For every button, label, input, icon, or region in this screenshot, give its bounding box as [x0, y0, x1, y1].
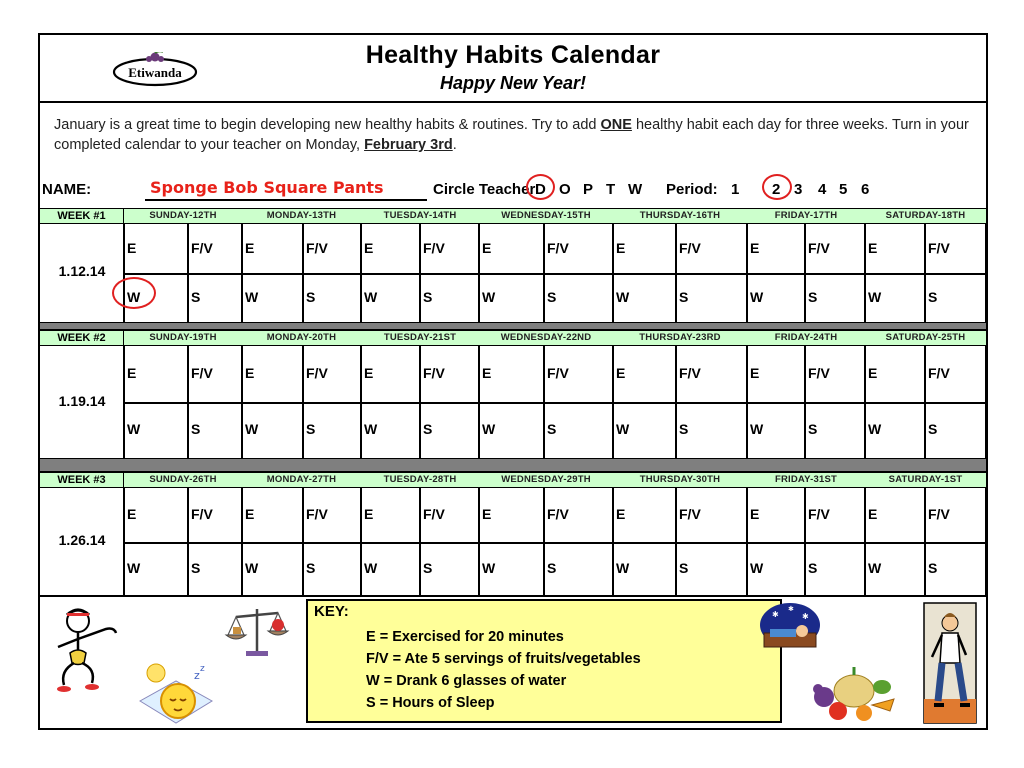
- habit-cell-s[interactable]: S: [547, 421, 557, 437]
- teacher-option-t[interactable]: T: [606, 181, 616, 198]
- day-label: THURSDAY-23RD: [639, 332, 721, 343]
- page-subtitle: Happy New Year!: [439, 73, 587, 93]
- habit-cell-s[interactable]: S: [306, 421, 316, 437]
- key-line-sleep: S = Hours of Sleep: [366, 695, 495, 711]
- week-label: WEEK #1: [40, 209, 124, 223]
- habit-cell-fv[interactable]: F/V: [423, 365, 445, 381]
- week-date: 1.26.14: [58, 532, 106, 548]
- key-title: KEY:: [314, 603, 349, 620]
- habit-cell-s[interactable]: S: [808, 560, 818, 576]
- svg-text:z: z: [200, 664, 205, 674]
- svg-text:✱: ✱: [772, 610, 779, 619]
- habit-cell-w[interactable]: W: [364, 560, 378, 576]
- grid-line: [124, 542, 986, 544]
- habit-cell-s[interactable]: S: [547, 560, 557, 576]
- habit-cell-e[interactable]: E: [482, 506, 492, 522]
- page-title: Healthy Habits Calendar: [365, 41, 661, 69]
- habit-cell-w[interactable]: W: [868, 560, 882, 576]
- habit-cell-s[interactable]: S: [679, 289, 689, 305]
- habit-cell-fv[interactable]: F/V: [423, 506, 445, 522]
- day-label: MONDAY-20TH: [266, 332, 337, 343]
- habit-cell-e[interactable]: E: [364, 365, 374, 381]
- day-label: MONDAY-13TH: [266, 210, 337, 221]
- habit-cell-e[interactable]: E: [482, 240, 492, 256]
- habit-cell-fv[interactable]: F/V: [808, 240, 830, 256]
- habit-cell-s[interactable]: S: [928, 560, 938, 576]
- habit-cell-w[interactable]: W: [750, 289, 764, 305]
- habit-cell-w[interactable]: W: [868, 421, 882, 437]
- week-label: WEEK #3: [40, 473, 124, 487]
- period-option-4[interactable]: 4: [818, 181, 827, 198]
- student-info-row: [40, 178, 986, 200]
- habit-cell-s[interactable]: S: [423, 560, 433, 576]
- teacher-option-d[interactable]: D: [535, 181, 546, 198]
- logo-text: Etiwanda: [128, 65, 182, 80]
- key-line-exercise: E = Exercised for 20 minutes: [366, 629, 564, 645]
- habit-cell-e[interactable]: E: [245, 240, 255, 256]
- habit-cell-w[interactable]: W: [127, 289, 141, 305]
- habit-cell-s[interactable]: S: [928, 289, 938, 305]
- day-label: THURSDAY-30TH: [639, 474, 721, 485]
- svg-text:z: z: [194, 669, 200, 682]
- day-label: FRIDAY-31ST: [774, 474, 838, 485]
- habit-cell-w[interactable]: W: [482, 289, 496, 305]
- period-selection-circle: [762, 174, 792, 200]
- habit-cell-e[interactable]: E: [127, 240, 137, 256]
- week-label: WEEK #2: [40, 331, 124, 345]
- habit-cell-e[interactable]: E: [616, 506, 626, 522]
- habit-cell-fv[interactable]: F/V: [808, 365, 830, 381]
- day-label: THURSDAY-16TH: [639, 210, 721, 221]
- habit-cell-e[interactable]: E: [616, 240, 626, 256]
- week-separator: [40, 322, 986, 330]
- teacher-selection-circle: [526, 174, 555, 200]
- habit-cell-e[interactable]: E: [245, 506, 255, 522]
- instructions-part3: .: [452, 137, 457, 153]
- key-section: [40, 595, 986, 732]
- instructions-emphasis-one: ONE: [600, 117, 632, 133]
- habit-cell-w[interactable]: W: [127, 560, 141, 576]
- habit-cell-s[interactable]: S: [423, 289, 433, 305]
- teacher-option-o[interactable]: O: [559, 181, 571, 198]
- habit-cell-s[interactable]: S: [808, 289, 818, 305]
- habit-cell-e[interactable]: E: [245, 365, 255, 381]
- day-label: SUNDAY-19TH: [149, 332, 217, 343]
- habit-cell-s[interactable]: S: [547, 289, 557, 305]
- habit-cell-e[interactable]: E: [868, 506, 878, 522]
- week-2-grid: [40, 346, 986, 458]
- day-label: FRIDAY-24TH: [774, 332, 838, 343]
- instructions-part1: January is a great time to begin developing new healthy habits & routines. Try to add: [54, 117, 601, 133]
- habit-cell-e[interactable]: E: [364, 506, 374, 522]
- teacher-option-p[interactable]: P: [583, 181, 594, 198]
- grid-line: [124, 402, 986, 404]
- day-label: TUESDAY-14TH: [383, 210, 457, 221]
- week-date: 1.12.14: [58, 263, 106, 279]
- habit-cell-fv[interactable]: F/V: [306, 365, 328, 381]
- habit-cell-s[interactable]: S: [306, 560, 316, 576]
- habit-cell-fv[interactable]: F/V: [423, 240, 445, 256]
- habit-cell-e[interactable]: E: [750, 506, 760, 522]
- habit-cell-s[interactable]: S: [679, 560, 689, 576]
- habit-cell-e[interactable]: E: [750, 240, 760, 256]
- habit-cell-w[interactable]: W: [616, 421, 630, 437]
- habit-cell-e[interactable]: E: [868, 365, 878, 381]
- habit-cell-s[interactable]: S: [191, 421, 201, 437]
- sleeping-sun-icon: [136, 661, 216, 727]
- week-header-row: [40, 472, 986, 488]
- week-1-grid: [40, 224, 986, 322]
- habit-cell-w[interactable]: W: [245, 560, 259, 576]
- day-label: WEDNESDAY-29TH: [501, 474, 591, 485]
- week-header-row: [40, 330, 986, 346]
- habit-cell-w[interactable]: W: [364, 421, 378, 437]
- habit-cell-fv[interactable]: F/V: [547, 365, 569, 381]
- svg-text:✱: ✱: [802, 612, 809, 621]
- habit-cell-fv[interactable]: F/V: [679, 365, 701, 381]
- habit-cell-fv[interactable]: F/V: [191, 240, 213, 256]
- period-option-1[interactable]: 1: [731, 181, 740, 198]
- habit-cell-e[interactable]: E: [127, 365, 137, 381]
- habit-cell-s[interactable]: S: [191, 289, 201, 305]
- key-line-water: W = Drank 6 glasses of water: [366, 673, 567, 689]
- habit-cell-e[interactable]: E: [616, 365, 626, 381]
- habit-cell-w[interactable]: W: [364, 289, 378, 305]
- period-label: Period:: [666, 181, 718, 198]
- sleeping-child-icon: [758, 601, 822, 659]
- habit-cell-fv[interactable]: F/V: [547, 506, 569, 522]
- habit-cell-w[interactable]: W: [616, 289, 630, 305]
- svg-text:✱: ✱: [788, 606, 794, 613]
- name-label: NAME:: [42, 181, 92, 198]
- habit-cell-w[interactable]: W: [482, 421, 496, 437]
- key-line-fruit-veg: F/V = Ate 5 servings of fruits/vegetables: [366, 651, 641, 667]
- student-name-field[interactable]: Sponge Bob Square Pants: [150, 178, 384, 197]
- week-header-row: [40, 208, 986, 224]
- day-label: SUNDAY-26TH: [149, 474, 217, 485]
- habit-cell-fv[interactable]: F/V: [547, 240, 569, 256]
- habit-cell-fv[interactable]: F/V: [928, 506, 950, 522]
- habit-cell-fv[interactable]: F/V: [679, 240, 701, 256]
- habit-cell-w[interactable]: W: [750, 421, 764, 437]
- habit-cell-e[interactable]: E: [482, 365, 492, 381]
- day-label: FRIDAY-17TH: [774, 210, 838, 221]
- habit-cell-e[interactable]: E: [127, 506, 137, 522]
- habit-cell-w[interactable]: W: [750, 560, 764, 576]
- teacher-option-w[interactable]: W: [628, 181, 643, 198]
- day-label: TUESDAY-28TH: [383, 474, 457, 485]
- week-separator: [40, 458, 986, 472]
- habit-cell-s[interactable]: S: [423, 421, 433, 437]
- habit-cell-w[interactable]: W: [245, 289, 259, 305]
- period-option-5[interactable]: 5: [839, 181, 848, 198]
- habit-cell-s[interactable]: S: [191, 560, 201, 576]
- instructions-text: [54, 115, 974, 155]
- habit-cell-fv[interactable]: F/V: [928, 365, 950, 381]
- habit-cell-e[interactable]: E: [750, 365, 760, 381]
- habit-check-circle: [112, 277, 156, 309]
- day-label: WEDNESDAY-22ND: [500, 332, 592, 343]
- week-date: 1.19.14: [58, 393, 106, 409]
- habit-cell-w[interactable]: W: [868, 289, 882, 305]
- exercising-girl-icon: [48, 603, 130, 701]
- habit-cell-w[interactable]: W: [616, 560, 630, 576]
- habit-cell-w[interactable]: W: [245, 421, 259, 437]
- habit-cell-e[interactable]: E: [364, 240, 374, 256]
- teacher-label: Circle Teacher: [433, 181, 536, 198]
- habit-cell-fv[interactable]: F/V: [306, 240, 328, 256]
- instructions-emphasis-date: February 3rd: [364, 137, 453, 153]
- period-option-3[interactable]: 3: [794, 181, 803, 198]
- habit-cell-fv[interactable]: F/V: [191, 365, 213, 381]
- fruit-vegetables-icon: [804, 657, 900, 729]
- calendar-sheet: [38, 33, 988, 730]
- grid-line: [124, 273, 986, 275]
- habit-cell-s[interactable]: S: [679, 421, 689, 437]
- habit-cell-s[interactable]: S: [306, 289, 316, 305]
- day-label: WEDNESDAY-15TH: [501, 210, 591, 221]
- habit-cell-fv[interactable]: F/V: [679, 506, 701, 522]
- walking-man-icon: [920, 601, 980, 725]
- habit-cell-fv[interactable]: F/V: [808, 506, 830, 522]
- period-option-2[interactable]: 2: [772, 181, 781, 198]
- legend-key-box: [306, 599, 782, 723]
- habit-cell-w[interactable]: W: [482, 560, 496, 576]
- week-3-grid: [40, 488, 986, 595]
- habit-cell-s[interactable]: S: [808, 421, 818, 437]
- day-label: MONDAY-27TH: [266, 474, 337, 485]
- day-label: TUESDAY-21ST: [383, 332, 457, 343]
- habit-cell-fv[interactable]: F/V: [306, 506, 328, 522]
- day-label: SATURDAY-18TH: [885, 210, 966, 221]
- habit-cell-w[interactable]: W: [127, 421, 141, 437]
- calendar-header: [40, 35, 986, 103]
- day-label: SATURDAY-1ST: [888, 474, 963, 485]
- habit-cell-fv[interactable]: F/V: [191, 506, 213, 522]
- habit-cell-s[interactable]: S: [928, 421, 938, 437]
- habit-cell-e[interactable]: E: [868, 240, 878, 256]
- day-label: SATURDAY-25TH: [885, 332, 966, 343]
- day-label: SUNDAY-12TH: [149, 210, 217, 221]
- instructions-part2: healthy habit each day for three weeks. Turn in your completed calendar to your teacher on Monday,: [54, 117, 969, 153]
- period-option-6[interactable]: 6: [861, 181, 870, 198]
- name-underline: [145, 199, 427, 201]
- scale-icon: [224, 603, 290, 663]
- habit-cell-fv[interactable]: F/V: [928, 240, 950, 256]
